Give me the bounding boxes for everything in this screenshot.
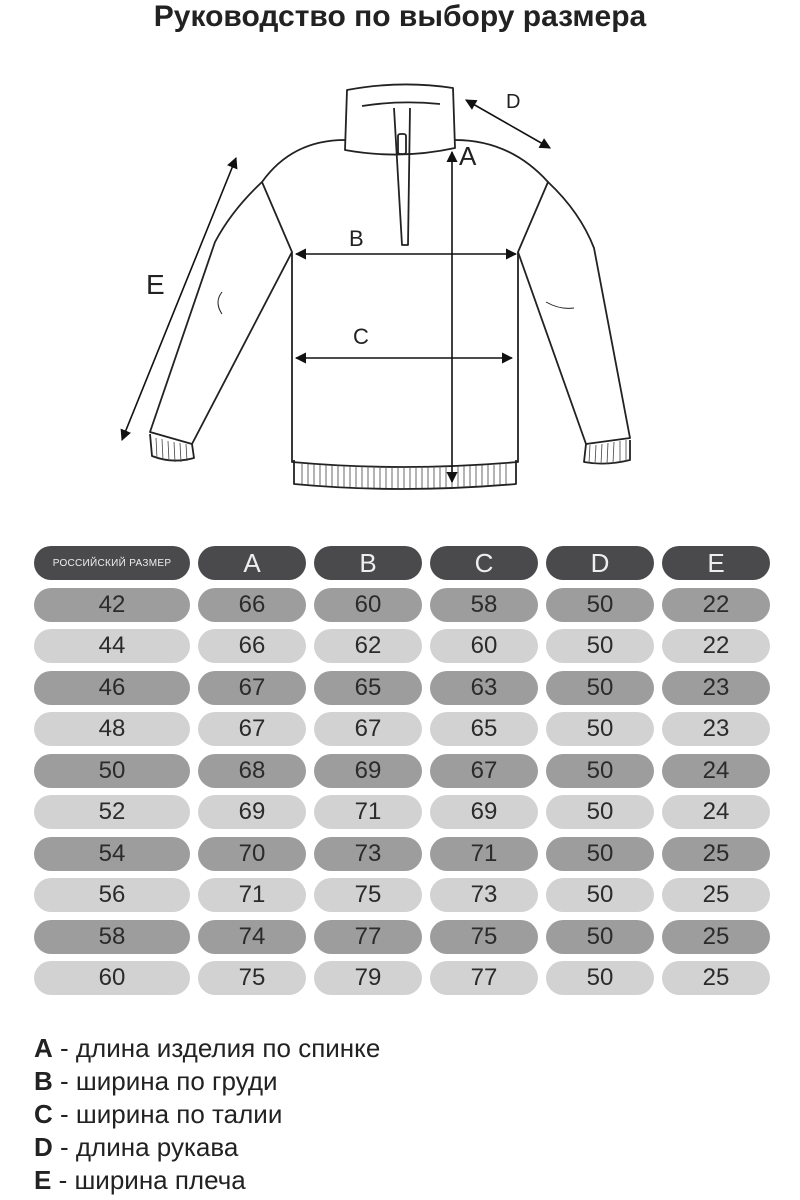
cell-e: 25 (662, 920, 770, 954)
garment-diagram (0, 70, 800, 510)
page-title: Руководство по выбору размера (153, 0, 647, 33)
legend (34, 1032, 734, 1197)
cell-size: 56 (34, 878, 190, 912)
legend-text: - длина изделия по спинке (52, 1033, 381, 1063)
cell-a: 67 (198, 671, 306, 705)
cell-b: 62 (314, 629, 422, 663)
cell-e: 23 (662, 671, 770, 705)
table-row (34, 754, 768, 788)
cell-c: 75 (430, 920, 538, 954)
label-a: A (459, 141, 477, 171)
cell-d: 50 (546, 795, 654, 829)
cell-d: 50 (546, 712, 654, 746)
cell-b: 69 (314, 754, 422, 788)
cell-b: 71 (314, 795, 422, 829)
table-row (34, 837, 768, 871)
ribbing (156, 438, 626, 488)
legend-item-e (34, 1164, 734, 1197)
table-row (34, 671, 768, 705)
header-d: D (546, 546, 654, 580)
cell-d: 50 (546, 671, 654, 705)
cell-size: 50 (34, 754, 190, 788)
legend-key: D (34, 1132, 53, 1162)
cell-size: 52 (34, 795, 190, 829)
cell-c: 69 (430, 795, 538, 829)
measure-arrows (122, 100, 550, 482)
table-header (34, 546, 768, 580)
table-row (34, 795, 768, 829)
cell-a: 67 (198, 712, 306, 746)
cell-d: 50 (546, 837, 654, 871)
legend-key: A (34, 1033, 53, 1063)
cell-c: 71 (430, 837, 538, 871)
label-b: B (349, 226, 364, 251)
header-size: РОССИЙСКИЙ РАЗМЕР (34, 546, 190, 580)
cell-a: 75 (198, 961, 306, 995)
legend-text: - длина рукава (52, 1132, 239, 1162)
cell-c: 77 (430, 961, 538, 995)
header-e: E (662, 546, 770, 580)
cell-size: 46 (34, 671, 190, 705)
cell-a: 69 (198, 795, 306, 829)
cell-b: 60 (314, 588, 422, 622)
cell-e: 25 (662, 837, 770, 871)
table-row (34, 588, 768, 622)
cell-d: 50 (546, 629, 654, 663)
cell-size: 58 (34, 920, 190, 954)
legend-text: - ширина по талии (52, 1099, 283, 1129)
label-e: E (146, 269, 165, 300)
cell-c: 65 (430, 712, 538, 746)
cell-e: 23 (662, 712, 770, 746)
legend-item-d (34, 1131, 734, 1164)
label-c: C (353, 324, 369, 349)
legend-item-b (34, 1065, 734, 1098)
size-table (34, 546, 768, 1003)
cell-d: 50 (546, 961, 654, 995)
cell-e: 22 (662, 588, 770, 622)
legend-item-c (34, 1098, 734, 1131)
cell-b: 75 (314, 878, 422, 912)
table-row (34, 878, 768, 912)
cell-d: 50 (546, 588, 654, 622)
cell-a: 70 (198, 837, 306, 871)
cell-d: 50 (546, 754, 654, 788)
cell-b: 67 (314, 712, 422, 746)
cell-c: 63 (430, 671, 538, 705)
cell-b: 79 (314, 961, 422, 995)
cell-e: 22 (662, 629, 770, 663)
cell-a: 68 (198, 754, 306, 788)
header-a: A (198, 546, 306, 580)
header-c: C (430, 546, 538, 580)
cell-e: 24 (662, 795, 770, 829)
cell-c: 67 (430, 754, 538, 788)
cell-d: 50 (546, 878, 654, 912)
cell-e: 25 (662, 961, 770, 995)
cell-size: 42 (34, 588, 190, 622)
cell-b: 65 (314, 671, 422, 705)
cell-c: 60 (430, 629, 538, 663)
jacket-outline (150, 84, 630, 489)
table-row (34, 920, 768, 954)
header-b: B (314, 546, 422, 580)
legend-item-a (34, 1032, 734, 1065)
legend-key: E (34, 1165, 52, 1195)
cell-size: 60 (34, 961, 190, 995)
table-row (34, 961, 768, 995)
cell-d: 50 (546, 920, 654, 954)
cell-a: 66 (198, 588, 306, 622)
table-body (34, 588, 768, 996)
cell-a: 71 (198, 878, 306, 912)
cell-size: 48 (34, 712, 190, 746)
legend-key: C (34, 1099, 53, 1129)
legend-text: - ширина плеча (51, 1165, 246, 1195)
cell-a: 66 (198, 629, 306, 663)
legend-text: - ширина по груди (52, 1066, 278, 1096)
cell-b: 77 (314, 920, 422, 954)
table-row (34, 712, 768, 746)
cell-size: 44 (34, 629, 190, 663)
cell-e: 24 (662, 754, 770, 788)
table-row (34, 629, 768, 663)
cell-b: 73 (314, 837, 422, 871)
cell-c: 58 (430, 588, 538, 622)
legend-key: B (34, 1066, 53, 1096)
label-d: D (506, 91, 521, 113)
cell-a: 74 (198, 920, 306, 954)
cell-c: 73 (430, 878, 538, 912)
cell-size: 54 (34, 837, 190, 871)
cell-e: 25 (662, 878, 770, 912)
